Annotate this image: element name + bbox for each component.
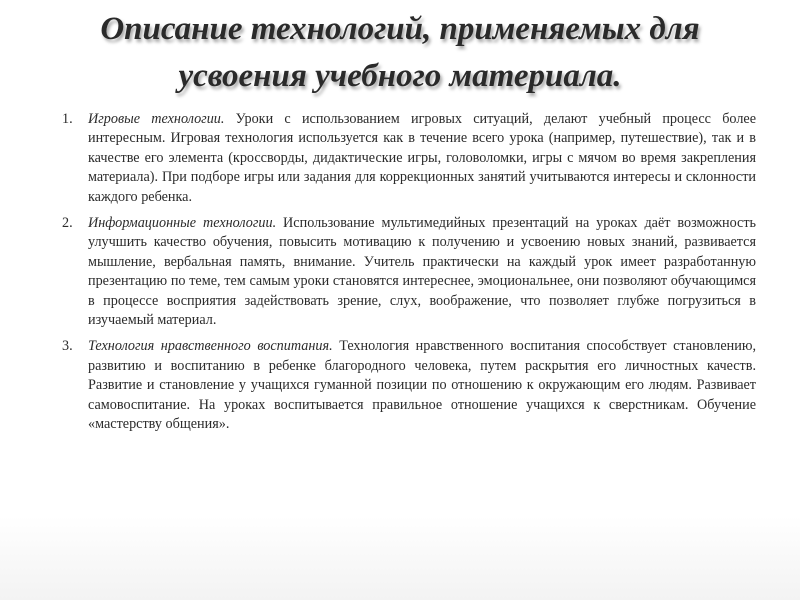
list-item-text: Использование мультимедийных презентаций на уроках даёт возможность улучшить качество обучения, повысить мотивацию к получению и усвоению новых знаний, развивается мышление, вербальная память, внимание. Учитель практически на каждый урок имеет разработанную презентацию по теме, тем самым уроки становятся интереснее, эмоциональнее, они позволяют обучающимся в процессе восприятия задействовать зрение, слух, воображение, что позволяет глубже погрузиться в изучаемый материал. xyxy=(88,215,757,329)
list-item-text: Технология нравственного воспитания способствует становлению, развитию и воспитанию в ребенке благородного человека, путем раскрытия его личностных качеств. Развитие и становление у учащихся гуманной позиции по отношению к окружающим его людям. Развивает самовоспитание. На уроках воспитывается правильное отношение учащихся к сверстникам. Обучение «мастерству общения». xyxy=(88,338,756,433)
list-item-term: Информационные технологии. xyxy=(88,215,277,232)
list-item-game-technologies xyxy=(62,110,756,207)
list-item-number: 3. xyxy=(62,338,73,355)
list-item-term: Игровые технологии. xyxy=(88,111,225,127)
list-item-moral-education-technology xyxy=(62,337,756,434)
list-item-number: 2. xyxy=(62,215,73,232)
technology-list xyxy=(62,110,756,435)
list-item-number: 1. xyxy=(62,111,73,127)
slide-title: Описание технологий, применяемых для усвоения учебного материала. xyxy=(100,11,700,94)
list-item-term: Технология нравственного воспитания. xyxy=(88,338,333,355)
list-item-text: Уроки с использованием игровых ситуаций, делают учебный процесс более интересным. Игровая технология используется как в течение всего урока (например, путешествие), так и в качестве его элемента (кроссворды, дидактические игры, головоломки, игры с мячом во время закрепления материала). При подборе игры или задания для коррекционных занятий учитываются интересы и склонности каждого ребенка. xyxy=(88,111,757,205)
list-item-information-technologies xyxy=(62,214,756,330)
